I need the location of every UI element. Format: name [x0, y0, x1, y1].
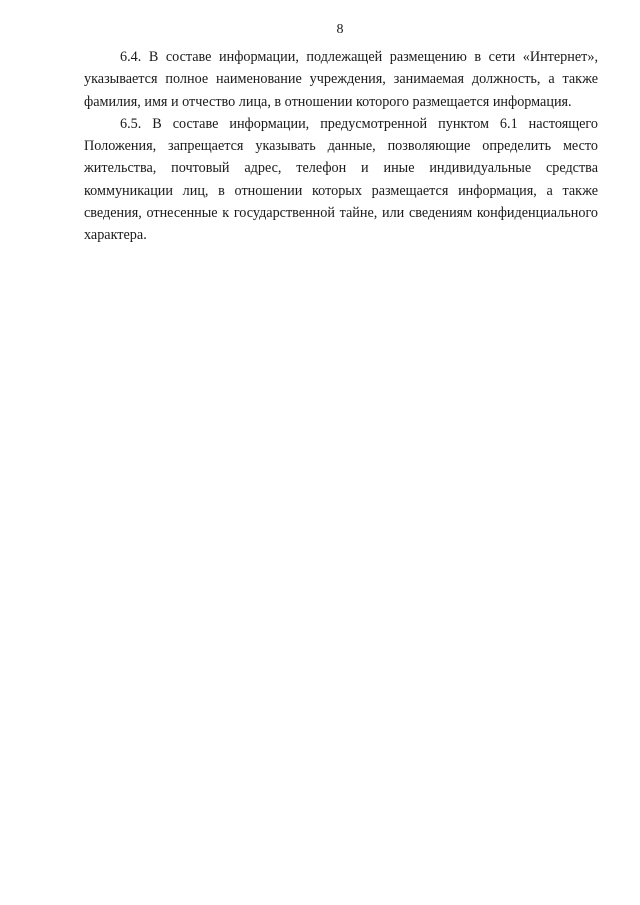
paragraph-6-4: 6.4. В составе информации, подлежащей размещению в сети «Интернет», указывается полное наименование учреждения, занимаемая должность, а также фамилия, имя и отчество лица, в отношении которого размещается информация.: [84, 49, 598, 110]
page-number: 8: [336, 22, 344, 37]
document-body: [84, 46, 598, 247]
paragraph-6-5: 6.5. В составе информации, предусмотренной пунктом 6.1 настоящего Положения, запрещается указывать данные, позволяющие определить место жительства, почтовый адрес, телефон и иные индивидуальные средства коммуникации лиц, в отношении которых размещается информация, а также сведения, отнесенные к государственной тайне, или сведениям конфиденциального характера.: [84, 115, 598, 244]
